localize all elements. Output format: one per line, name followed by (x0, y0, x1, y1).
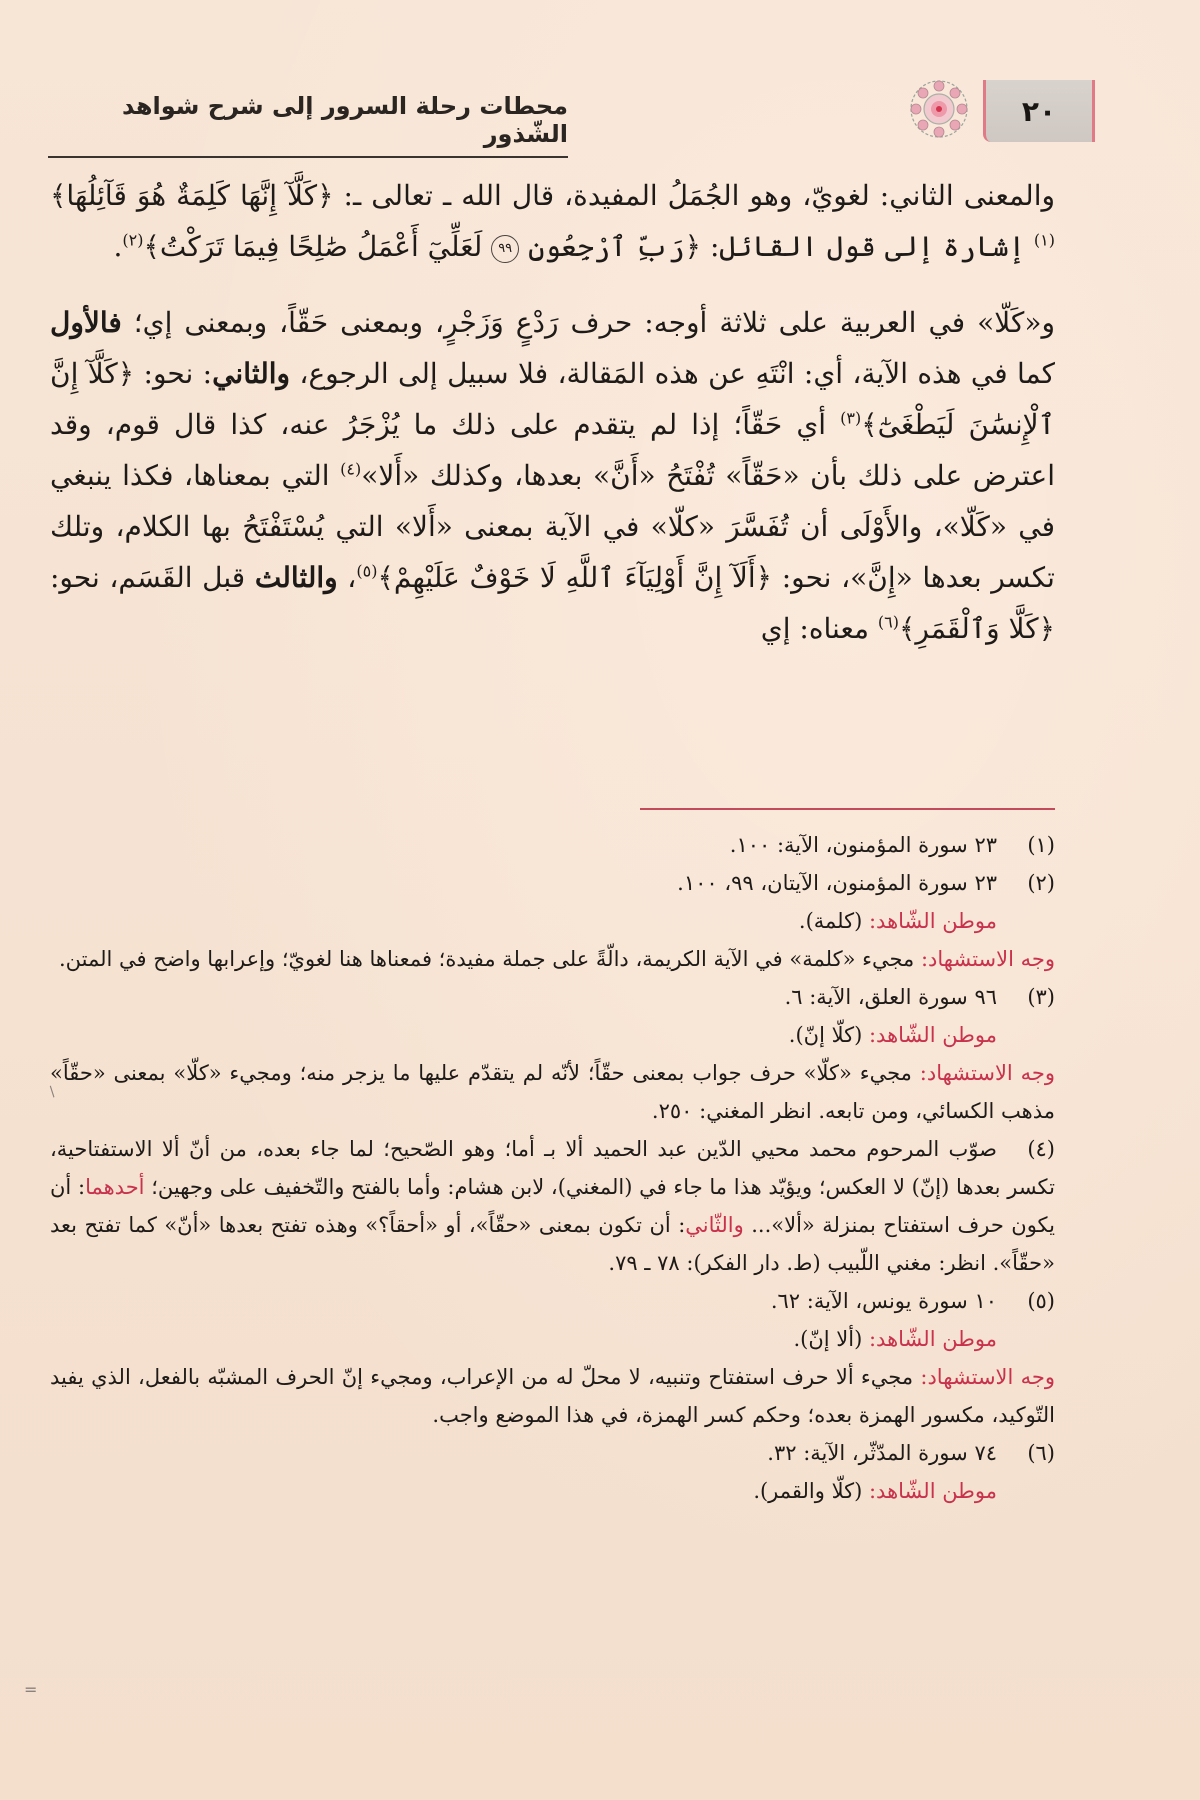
footnote-4 (50, 1130, 1055, 1282)
text-run: أي حَقّاً؛ إذا لم يتقدم على ذلك ما يُزْجَرُ عنه، كذا قال قوم، وقد اعترض على ذلك بأن «حَقّاً» تُفْتَحُ «أَنَّ» بعدها، وكذلك «أَلا» (50, 408, 1055, 492)
footnote-number: (٢) (1027, 871, 1055, 895)
footnote-source: ٢٣ سورة المؤمنون، الآيتان، ٩٩، ١٠٠. (677, 871, 997, 895)
note-label: أحدهما (85, 1175, 145, 1199)
term-third: والثالث (254, 561, 338, 594)
footnote-source: ٩٦ سورة العلق، الآية: ٦. (784, 985, 997, 1009)
quran-quote: لَعَلِّيٓ أَعْمَلُ صَٰلِحًا فِيمَا تَرَكْتُ﴾ (143, 230, 483, 263)
footnote-ref[interactable]: (٦) (877, 612, 899, 632)
note-label: وجه الاستشهاد: (919, 1061, 1055, 1085)
text-run: قبل القَسَم، نحو: (50, 561, 255, 594)
quran-quote: ﴿أَلَآ إِنَّ أَوْلِيَآءَ ٱللَّهِ لَا خَوْفٌ عَلَيْهِمْ﴾ (377, 561, 773, 594)
note-label: وجه الاستشهاد: (920, 947, 1055, 971)
footnote-number: (١) (1027, 833, 1055, 857)
text-run: و«كَلّا» في العربية على ثلاثة أوجه: حرف رَدْعٍ وَزَجْرٍ، وبمعنى حَقّاً، وبمعنى إي؛ (121, 306, 1055, 339)
note-text: مجيء «كلّا» حرف جواب بمعنى حقّاً؛ لأنّه لم يتقدّم عليها ما يزجر منه؛ ومجيء «كلّا» بمعنى «حقّاً» مذهب الكسائي، ومن تابعه. انظر المغني: ٢٥٠. (50, 1061, 1055, 1123)
footnote-text: صوّب المرحوم محمد محيي الدّين عبد الحميد ألا بـ أما؛ وهو الصّحيح؛ لما جاء بعده، من أنّ ألا الاستفتاحية، تكسر بعدها (إنّ) لا العكس؛ ويؤيّد هذا ما جاء في (المغني)، لابن هشام: وأما بالفتح والتّخفيف على وجهين؛ (50, 1137, 1055, 1199)
footnote-note (50, 1054, 1055, 1130)
footnote-note (50, 940, 1055, 978)
main-text (50, 170, 1055, 654)
footnote-number: (٥) (1027, 1289, 1055, 1313)
text-run: ، (337, 561, 357, 594)
term-second: والثاني (212, 357, 291, 390)
footnote-note (50, 1358, 1055, 1434)
note-text: (كلّا والقمر). (753, 1479, 869, 1503)
footnote-ref[interactable]: (٢) (122, 230, 144, 250)
quran-quote: ﴿كَلَّا وَٱلْقَمَرِ﴾ (898, 612, 1055, 645)
footnote-ref[interactable]: (٤) (340, 459, 362, 479)
note-text: (كلّا إنّ). (788, 1023, 869, 1047)
footnote-text: : أن يكون حرف استفتاح بمنزلة «ألا»... (50, 1175, 1055, 1237)
note-text: (ألا إنّ). (793, 1327, 869, 1351)
running-header (40, 78, 1090, 148)
quran-quote: ﴿رَبِّ ٱرْجِعُونِ (528, 230, 702, 263)
running-title: محطات رحلة السرور إلى شرح شواهد الشّذور (48, 92, 568, 158)
footnote-ref[interactable]: (٣) (840, 408, 862, 428)
text-run: . (113, 230, 123, 263)
footnote-1 (50, 826, 1055, 864)
note-label: والثّاني (685, 1213, 744, 1237)
quran-quote: ﴿كَلَّآ إِنَّهَا كَلِمَةٌ هُوَ قَآئِلُهَا﴾ (50, 179, 334, 212)
footnote-note (50, 1016, 1055, 1054)
footnote-source: ١٠ سورة يونس، الآية: ٦٢. (770, 1289, 997, 1313)
continuation-mark: = (24, 1680, 38, 1699)
footnote-5 (50, 1282, 1055, 1320)
text-run: التي بمعناها، فكذا ينبغي في «كَلّا»، والأَوْلَى أن تُفَسَّرَ «كلّا» في الآية بمعنى «أَلا» التي يُسْتَفْتَحُ بها الكلام، وتلك تكسر بعدها «إِنَّ»، نحو: (50, 459, 1055, 594)
footnotes (50, 826, 1055, 1510)
note-text: مجيء ألا حرف استفتاح وتنبيه، لا محلّ له من الإعراب، ومجيء إنّ الحرف المشبّه بالفعل، الذي يفيد التّوكيد، مكسور الهمزة بعده؛ وحكم كسر الهمزة، في هذا الموضع واجب. (50, 1365, 1055, 1427)
pencil-mark: / (45, 1084, 59, 1100)
verse-number-marker: ٩٩ (491, 235, 519, 263)
note-text: مجيء «كلمة» في الآية الكريمة، دالّةً على جملة مفيدة؛ فمعناها هنا لغويّ؛ وإعرابها واضح في المتن. (59, 947, 921, 971)
note-label: موطن الشّاهد: (868, 909, 997, 933)
footnote-number: (٣) (1027, 985, 1055, 1009)
note-label: وجه الاستشهاد: (920, 1365, 1055, 1389)
footnote-2 (50, 864, 1055, 902)
page-number: ٢٠ (1021, 94, 1057, 128)
footnote-note (50, 1472, 1055, 1510)
footnote-note (50, 1320, 1055, 1358)
footnote-3 (50, 978, 1055, 1016)
text-run: كما في هذه الآية، أي: انْتَهِ عن هذه المَقالة، فلا سبيل إلى الرجوع، (290, 357, 1055, 390)
text-run: معناه: إي (760, 612, 878, 645)
footnote-text: : أن تكون بمعنى «حقّاً»، أو «أحقاً؟» وهذه تفتح بعدها «أنّ» كما تفتح بعد «حقّاً». انظر: مغني اللّبيب (ط. دار الفكر): ٧٨ ـ ٧٩. (50, 1213, 1055, 1275)
page-number-tab (983, 80, 1095, 142)
footnote-6 (50, 1434, 1055, 1472)
footnote-separator (640, 808, 1055, 810)
note-label: موطن الشّاهد: (868, 1023, 997, 1047)
footnote-source: ٧٤ سورة المدّثّر، الآية: ٣٢. (767, 1441, 997, 1465)
rosette-ornament-icon (908, 78, 970, 140)
paragraph-2 (50, 297, 1055, 654)
quran-quote: ﴿كَلَّآ إِنَّ ٱلْإِنسَٰنَ لَيَطْغَىٰٓ﴾ (50, 357, 1055, 441)
footnote-note (50, 902, 1055, 940)
paragraph-1 (50, 170, 1055, 272)
note-label: موطن الشّاهد: (868, 1479, 997, 1503)
footnote-number: (٦) (1027, 1441, 1055, 1465)
note-text: (كلمة). (798, 909, 869, 933)
footnote-number: (٤) (1027, 1137, 1055, 1161)
term-first: فالأول (50, 306, 122, 339)
text-run: والمعنى الثاني: لغويّ، وهو الجُمَلُ المفيدة، قال الله ـ تعالى ـ: (333, 179, 1056, 212)
footnote-ref[interactable]: (٥) (356, 561, 378, 581)
note-label: موطن الشّاهد: (868, 1327, 997, 1351)
text-run: : نحو: (134, 357, 213, 390)
text-run: إشارة إلى قول القائل: (701, 230, 1034, 263)
footnote-source: ٢٣ سورة المؤمنون، الآية: ١٠٠. (729, 833, 997, 857)
footnote-ref[interactable]: (١) (1033, 230, 1055, 250)
